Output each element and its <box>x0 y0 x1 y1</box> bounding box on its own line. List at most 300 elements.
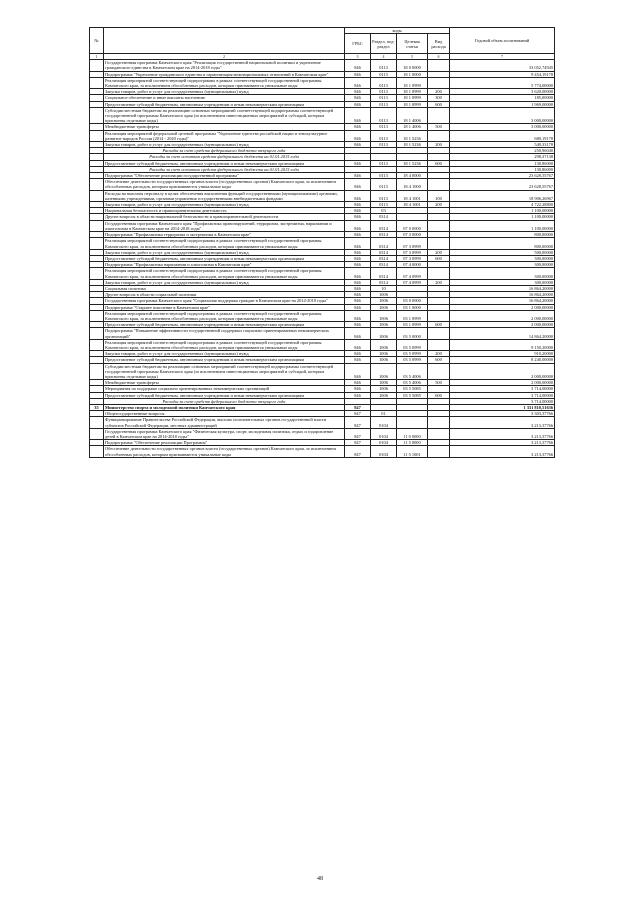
row-exptype: 200 <box>428 142 450 148</box>
row-amount: 2 000,00000 <box>450 380 555 386</box>
row-target: 18 1 0999 <box>397 89 428 95</box>
row-number <box>90 130 104 141</box>
row-section: 0113 <box>371 60 397 71</box>
row-grbs: 847 <box>345 417 371 428</box>
header-amount: Годовой объем ассигнований <box>450 28 555 54</box>
row-section: 0104 <box>371 428 397 439</box>
row-exptype: 500 <box>428 124 450 130</box>
row-name: Министерство спорта и молодежной политики Камчатского края <box>104 404 345 410</box>
row-grbs: 846 <box>345 220 371 231</box>
row-grbs: 846 <box>345 190 371 201</box>
row-amount: 8 240,00000 <box>450 357 555 363</box>
colnum: 2 <box>104 54 345 60</box>
row-section: 0113 <box>371 107 397 124</box>
row-amount: 910,20000 <box>450 351 555 357</box>
row-amount: 3 714,00000 <box>450 392 555 398</box>
row-section: 1006 <box>371 322 397 328</box>
row-target: 03 0 0000 <box>397 298 428 304</box>
row-grbs: 846 <box>345 60 371 71</box>
row-amount: 2 000,00000 <box>450 322 555 328</box>
row-number <box>90 363 104 380</box>
row-name: Реализация мероприятий федеральной целевой программы "Укрепление единства российской нации и этнокультурное развитие народов России (2014 - 2020 годы)" <box>104 130 345 141</box>
row-grbs: 847 <box>345 428 371 439</box>
row-amount: 3 714,00000 <box>450 386 555 392</box>
row-exptype <box>428 179 450 190</box>
row-name: Государственная программа Камчатского края "Физическая культура, спорт, молодежная политика, отдых и оздоровление детей в Камчатском крае на 2014-2018 годы" <box>104 428 345 439</box>
table-row <box>90 328 555 339</box>
row-section: 0314 <box>371 214 397 220</box>
row-target: 18 1 0000 <box>397 71 428 77</box>
row-section: 0113 <box>371 124 397 130</box>
row-number <box>90 179 104 190</box>
row-section: 1006 <box>371 380 397 386</box>
row-target: 03 5 5085 <box>397 392 428 398</box>
row-amount: 1 100,00000 <box>450 208 555 214</box>
row-section: 0314 <box>371 262 397 268</box>
row-section: 0104 <box>371 446 397 457</box>
row-section: 0314 <box>371 232 397 238</box>
row-grbs: 846 <box>345 298 371 304</box>
row-name: Реализация мероприятий соответствующей подпрограммы в рамках соответствующей государственной программы Камчатского края, за исключением обособленных расходов, которым присваиваются уникальные коды <box>104 268 345 279</box>
row-exptype <box>428 238 450 249</box>
row-target: 11 5 1001 <box>397 446 428 457</box>
row-amount: 3 000,00000 <box>450 124 555 130</box>
row-name: Предоставление субсидий бюджетным, автономным учреждениям и иным некоммерческим организациям <box>104 255 345 261</box>
row-section: 0113 <box>371 130 397 141</box>
row-grbs: 846 <box>345 322 371 328</box>
table-body <box>90 60 555 458</box>
row-name: Обеспечение деятельности государственных органов власти (государственных органов) Камчатского края, за исключением обособленных расходов, которым присваиваются уникальные коды <box>104 179 345 190</box>
row-exptype: 200 <box>428 351 450 357</box>
row-amount: 2 000,00000 <box>450 363 555 380</box>
row-target <box>397 417 428 428</box>
row-number <box>90 417 104 428</box>
row-amount: 1 969,00000 <box>450 101 555 107</box>
row-target: 03 5 0999 <box>397 357 428 363</box>
row-grbs: 846 <box>345 232 371 238</box>
row-amount: 3 213,37766 <box>450 446 555 457</box>
table-row <box>90 268 555 279</box>
row-amount: 250,96040 <box>450 148 555 154</box>
row-grbs: 846 <box>345 304 371 310</box>
table-row <box>90 417 555 428</box>
row-section: 1006 <box>371 363 397 380</box>
row-section: 0314 <box>371 220 397 231</box>
row-exptype: 200 <box>428 279 450 285</box>
row-target: 18 4 1001 <box>397 202 428 208</box>
row-amount: 2 000,00000 <box>450 304 555 310</box>
row-target: 18 4 1001 <box>397 190 428 201</box>
row-amount: 3 000,00000 <box>450 107 555 124</box>
row-exptype: 300 <box>428 95 450 101</box>
row-amount: 33 052,74945 <box>450 60 555 71</box>
row-section: 0314 <box>371 255 397 261</box>
row-grbs: 846 <box>345 255 371 261</box>
row-grbs: 846 <box>345 179 371 190</box>
row-number <box>90 60 104 71</box>
row-target: 18 4 0000 <box>397 173 428 179</box>
row-section: 03 <box>371 208 397 214</box>
row-section: 1006 <box>371 386 397 392</box>
row-exptype: 600 <box>428 392 450 398</box>
row-section: 0113 <box>371 160 397 166</box>
row-grbs: 846 <box>345 310 371 321</box>
row-target: 03 1 0999 <box>397 310 428 321</box>
row-amount: 3 213,37766 <box>450 428 555 439</box>
row-exptype <box>428 107 450 124</box>
row-name: Национальная безопасность и правоохранительная деятельность <box>104 208 345 214</box>
table-row <box>90 77 555 88</box>
row-section: 0104 <box>371 440 397 446</box>
row-name: Подпрограмма "Обеспечение реализации государственной программы" <box>104 173 345 179</box>
row-amount: 14 864,20000 <box>450 328 555 339</box>
row-grbs: 846 <box>345 363 371 380</box>
row-amount: 300,00000 <box>450 255 555 261</box>
row-target: 18 1 5236 <box>397 160 428 166</box>
row-grbs: 846 <box>345 89 371 95</box>
row-grbs: 846 <box>345 386 371 392</box>
row-name: Общегосударственные вопросы <box>104 411 345 417</box>
row-amount: 9 454,19178 <box>450 71 555 77</box>
row-section: 1006 <box>371 292 397 298</box>
row-grbs: 846 <box>345 101 371 107</box>
row-grbs: 846 <box>345 130 371 141</box>
row-target: 18 1 4006 <box>397 107 428 124</box>
row-grbs: 846 <box>345 202 371 208</box>
row-section: 1006 <box>371 298 397 304</box>
row-target: 07 4 0999 <box>397 279 428 285</box>
row-grbs: 846 <box>345 160 371 166</box>
row-amount: 23 628,55767 <box>450 179 555 190</box>
row-name: Подпрограмма "Повышение эффективности государственной поддержки социально ориентированных некоммерческих организаций" <box>104 328 345 339</box>
row-name: Субсидии местным бюджетам на реализацию основных мероприятий соответствующей подпрограммы соответствующей государственной программы Камчатского края (за исключением инвестиционных мероприятий и субсидий, которым присвоены отдельные коды) <box>104 107 345 124</box>
header-codes: коды <box>345 28 450 34</box>
row-name: Закупка товаров, работ и услуг для государственных (муниципальных) нужд <box>104 142 345 148</box>
row-grbs: 846 <box>345 238 371 249</box>
row-target: 18 1 5236 <box>397 142 428 148</box>
row-amount: 549,33178 <box>450 142 555 148</box>
row-amount: 130,86000 <box>450 160 555 166</box>
row-name: Социальное обеспечение и иные выплаты населению <box>104 95 345 101</box>
row-name: Подпрограмма "Профилактика наркомании и алкоголизма в Камчатском крае" <box>104 262 345 268</box>
row-exptype <box>428 428 450 439</box>
row-number <box>90 107 104 124</box>
row-name: Закупка товаров, работ и услуг для государственных (муниципальных) нужд <box>104 249 345 255</box>
page-number: 48 <box>317 876 323 882</box>
row-number <box>90 339 104 350</box>
row-amount: 800,00000 <box>450 238 555 249</box>
row-section: 0113 <box>371 95 397 101</box>
row-target: 18 0 0000 <box>397 60 428 71</box>
row-name: Подпрограмма "Профилактика терроризма и экстремизма в Камчатском крае" <box>104 232 345 238</box>
row-target: 18 1 4006 <box>397 124 428 130</box>
row-name: Расходы за счет остатков средств федерального бюджета на 01.01.2015 года <box>104 166 345 172</box>
row-section: 1006 <box>371 304 397 310</box>
row-exptype <box>428 268 450 279</box>
row-grbs: 846 <box>345 107 371 124</box>
row-section: 1006 <box>371 351 397 357</box>
row-target: 07 4 0000 <box>397 262 428 268</box>
table-row <box>90 60 555 71</box>
row-section: 0113 <box>371 77 397 88</box>
row-grbs: 846 <box>345 214 371 220</box>
table-row <box>90 339 555 350</box>
row-amount: 5 774,00000 <box>450 77 555 88</box>
row-exptype: 200 <box>428 202 450 208</box>
row-name: Предоставление субсидий бюджетным, автономным учреждениям и иным некоммерческим организациям <box>104 322 345 328</box>
row-name: Предоставление субсидий бюджетным, автономным учреждениям и иным некоммерческим организациям <box>104 160 345 166</box>
row-number: 35 <box>90 404 104 410</box>
row-grbs: 846 <box>345 292 371 298</box>
row-name: Закупка товаров, работ и услуг для государственных (муниципальных) нужд <box>104 351 345 357</box>
row-exptype: 600 <box>428 255 450 261</box>
row-amount: 1 100,00000 <box>450 214 555 220</box>
row-exptype <box>428 417 450 428</box>
row-name: Расходы за счет средств федерального бюджета текущего года <box>104 148 345 154</box>
row-grbs: 846 <box>345 77 371 88</box>
row-exptype <box>428 363 450 380</box>
table-row <box>90 238 555 249</box>
row-number <box>90 268 104 279</box>
row-grbs: 846 <box>345 249 371 255</box>
header-target: Целевая статья <box>397 34 428 54</box>
row-grbs: 846 <box>345 380 371 386</box>
row-target: 07 3 0000 <box>397 232 428 238</box>
row-name: Межбюджетные трансферты <box>104 124 345 130</box>
row-grbs: 846 <box>345 71 371 77</box>
row-name: Закупка товаров, работ и услуг для государственных (муниципальных) нужд <box>104 279 345 285</box>
row-grbs: 846 <box>345 351 371 357</box>
colnum: 4 <box>371 54 397 60</box>
row-grbs: 846 <box>345 208 371 214</box>
row-grbs: 846 <box>345 142 371 148</box>
row-number <box>90 446 104 457</box>
row-grbs: 846 <box>345 95 371 101</box>
colnum: 1 <box>90 54 104 60</box>
row-amount: 500,00000 <box>450 249 555 255</box>
row-grbs: 847 <box>345 411 371 417</box>
row-exptype <box>428 339 450 350</box>
row-section: 10 <box>371 285 397 291</box>
row-exptype <box>428 60 450 71</box>
row-exptype: 600 <box>428 101 450 107</box>
row-name: Обеспечение деятельности государственных органов власти (государственных органов) Камчатского края, за исключением обособленных расходов, которым присваиваются уникальные коды <box>104 446 345 457</box>
row-number <box>90 77 104 88</box>
row-amount: 16 864,20000 <box>450 285 555 291</box>
row-section: 0113 <box>371 89 397 95</box>
row-exptype: 200 <box>428 89 450 95</box>
row-exptype: 600 <box>428 357 450 363</box>
table-row <box>90 363 555 380</box>
row-amount: 3 303,37766 <box>450 411 555 417</box>
row-number <box>90 428 104 439</box>
row-amount: 18 906,26967 <box>450 190 555 201</box>
colnum: 6 <box>428 54 450 60</box>
row-target: 03 1 0999 <box>397 322 428 328</box>
table-row <box>90 310 555 321</box>
row-name: Другие вопросы в области национальной безопасности и правоохранительной деятельности <box>104 214 345 220</box>
row-exptype <box>428 220 450 231</box>
row-target: 03 1 0000 <box>397 304 428 310</box>
row-grbs: 846 <box>345 357 371 363</box>
table-row <box>90 190 555 201</box>
row-exptype <box>428 77 450 88</box>
row-amount: 16 864,20000 <box>450 298 555 304</box>
row-name: Другие вопросы в области социальной политики <box>104 292 345 298</box>
row-name: Подпрограмма "Обеспечение реализации Программы" <box>104 440 345 446</box>
row-amount: 800,00000 <box>450 232 555 238</box>
row-grbs: 846 <box>345 268 371 279</box>
table-row <box>90 428 555 439</box>
row-section: 0314 <box>371 268 397 279</box>
row-amount: 130,86000 <box>450 166 555 172</box>
row-name: Расходы за счет остатков средств федерального бюджета на 01.01.2015 года <box>104 154 345 160</box>
row-name: Расходы за счет средств федерального бюджета текущего года <box>104 398 345 404</box>
table-row <box>90 130 555 141</box>
header-grbs: ГРБС <box>345 34 371 54</box>
row-name: Закупка товаров, работ и услуг для государственных (муниципальных) нужд <box>104 202 345 208</box>
row-name: Государственная программа Камчатского края "Реализация государственной национальной политики и укрепление гражданского единства в Камчатском крае на 2014-2018 годы" <box>104 60 345 71</box>
row-amount: 4 722,28800 <box>450 202 555 208</box>
row-exptype: 600 <box>428 322 450 328</box>
row-number <box>90 310 104 321</box>
row-section: 0314 <box>371 279 397 285</box>
row-target: 18 1 0999 <box>397 77 428 88</box>
row-name: Реализация мероприятий соответствующей подпрограммы в рамках соответствующей государственной программы Камчатского края, за исключением обособленных расходов, которым присваиваются уникальные коды <box>104 238 345 249</box>
row-amount: 1 100,00000 <box>450 220 555 231</box>
budget-table-container <box>89 27 554 458</box>
row-amount: 9 150,20000 <box>450 339 555 350</box>
row-exptype: 100 <box>428 190 450 201</box>
row-grbs: 846 <box>345 262 371 268</box>
header-num: № <box>90 28 104 54</box>
row-amount: 3 213,37766 <box>450 417 555 428</box>
row-section: 0113 <box>371 202 397 208</box>
row-target: 03 5 0000 <box>397 328 428 339</box>
row-exptype <box>428 328 450 339</box>
colnum: 7 <box>450 54 555 60</box>
row-target: 07 0 0000 <box>397 220 428 231</box>
row-section: 0314 <box>371 238 397 249</box>
row-section: 0113 <box>371 101 397 107</box>
row-section: 1006 <box>371 357 397 363</box>
row-section: 0113 <box>371 173 397 179</box>
row-amount: 298,37138 <box>450 154 555 160</box>
row-number <box>90 328 104 339</box>
row-amount: 185,00000 <box>450 95 555 101</box>
row-name: Расходы на выплаты персоналу в целях обеспечения выполнения функций государственными (муниципальными) органами, казенными учреждениями, органами управления государственными внебюджетными фондами <box>104 190 345 201</box>
row-number <box>90 220 104 231</box>
row-target: 03 5 0999 <box>397 351 428 357</box>
row-name: Предоставление субсидий бюджетным, автономным учреждениям и иным некоммерческим организациям <box>104 357 345 363</box>
budget-table <box>89 27 555 458</box>
row-amount: 680,19178 <box>450 130 555 141</box>
row-target: 11 5 0000 <box>397 440 428 446</box>
row-exptype: 200 <box>428 249 450 255</box>
row-section: 0104 <box>371 417 397 428</box>
row-name: Реализация мероприятий соответствующей подпрограммы в рамках соответствующей государственной программы Камчатского края, за исключением обособленных расходов, которым присваиваются уникальные коды <box>104 310 345 321</box>
row-name: Закупка товаров, работ и услуг для государственных (муниципальных) нужд <box>104 89 345 95</box>
row-target: 07 3 0999 <box>397 238 428 249</box>
row-exptype: 500 <box>428 380 450 386</box>
row-exptype: 600 <box>428 160 450 166</box>
row-name: Социальная политика <box>104 285 345 291</box>
row-section: 01 <box>371 411 397 417</box>
row-target: 03 5 4006 <box>397 363 428 380</box>
row-section: 1006 <box>371 339 397 350</box>
row-exptype <box>428 310 450 321</box>
row-amount: 23 628,55767 <box>450 173 555 179</box>
row-amount: 3 714,00000 <box>450 398 555 404</box>
row-section: 0113 <box>371 190 397 201</box>
row-number <box>90 190 104 201</box>
row-name: Подпрограмма "Укрепление гражданского единства и гармонизация межнациональных отношений в Камчатском крае" <box>104 71 345 77</box>
row-section: 0113 <box>371 179 397 190</box>
row-exptype <box>428 446 450 457</box>
row-grbs: 846 <box>345 328 371 339</box>
row-amount: 16 864,20000 <box>450 292 555 298</box>
row-name: Субсидии местным бюджетам на реализацию основных мероприятий соответствующей подпрограммы соответствующей государственной программы Камчатского края (за исключением инвестиционных мероприятий и субсидий, которым присвоены отдельные коды) <box>104 363 345 380</box>
row-amount: 2 000,00000 <box>450 310 555 321</box>
row-name: Государственная программа Камчатского края "Профилактика правонарушений, терроризма, экстремизма, наркомании и алкоголизма в Камчатском крае на 2014-2018 годы" <box>104 220 345 231</box>
row-name: Реализация мероприятий соответствующей подпрограммы в рамках соответствующей государственной программы Камчатского края, за исключением обособленных расходов, которым присваиваются уникальные коды <box>104 339 345 350</box>
row-section: 0113 <box>371 142 397 148</box>
row-target: 11 0 0000 <box>397 428 428 439</box>
row-grbs: 846 <box>345 339 371 350</box>
row-amount: 3 620,00000 <box>450 89 555 95</box>
row-name: Мероприятия по поддержке социально ориентированных некоммерческих организаций <box>104 386 345 392</box>
row-grbs: 846 <box>345 124 371 130</box>
row-target: 03 5 0999 <box>397 339 428 350</box>
row-grbs: 847 <box>345 440 371 446</box>
row-name: Предоставление субсидий бюджетным, автономным учреждениям и иным некоммерческим организациям <box>104 392 345 398</box>
header-name <box>104 28 345 54</box>
row-section: 0314 <box>371 249 397 255</box>
row-name: Функционирование Правительства Российской Федерации, высших исполнительных органов государственной власти субъектов Российской Федерации, местных администраций <box>104 417 345 428</box>
row-name: Государственная программа Камчатского края "Социальная поддержка граждан в Камчатском крае на 2014-2018 годы" <box>104 298 345 304</box>
table-row <box>90 179 555 190</box>
table-row <box>90 107 555 124</box>
row-section: 0113 <box>371 71 397 77</box>
row-exptype <box>428 130 450 141</box>
row-grbs: 847 <box>345 446 371 457</box>
row-grbs: 846 <box>345 285 371 291</box>
row-target: 07 4 0999 <box>397 268 428 279</box>
row-grbs: 846 <box>345 392 371 398</box>
row-amount: 300,00000 <box>450 262 555 268</box>
row-amount: 1 331 810,51636 <box>450 404 555 410</box>
row-target: 18 1 5236 <box>397 130 428 141</box>
table-row <box>90 220 555 231</box>
row-target: 03 5 5085 <box>397 386 428 392</box>
header-exptype: Вид расхода <box>428 34 450 54</box>
row-grbs: 847 <box>345 404 371 410</box>
row-section: 1006 <box>371 392 397 398</box>
row-amount: 300,00000 <box>450 279 555 285</box>
row-section: 1006 <box>371 310 397 321</box>
row-target: 18 4 1000 <box>397 179 428 190</box>
row-target: 18 1 0999 <box>397 101 428 107</box>
row-target: 18 1 0999 <box>397 95 428 101</box>
row-amount: 3 213,37766 <box>450 440 555 446</box>
row-section: 1006 <box>371 328 397 339</box>
row-number <box>90 238 104 249</box>
table-row <box>90 446 555 457</box>
row-grbs: 846 <box>345 279 371 285</box>
colnum: 3 <box>345 54 371 60</box>
row-name: Реализация мероприятий соответствующей подпрограммы в рамках соответствующей государственной программы Камчатского края, за исключением обособленных расходов, которым присваиваются уникальные коды <box>104 77 345 88</box>
row-name: Подпрограмма "Старшее поколение в Камчатском крае" <box>104 304 345 310</box>
